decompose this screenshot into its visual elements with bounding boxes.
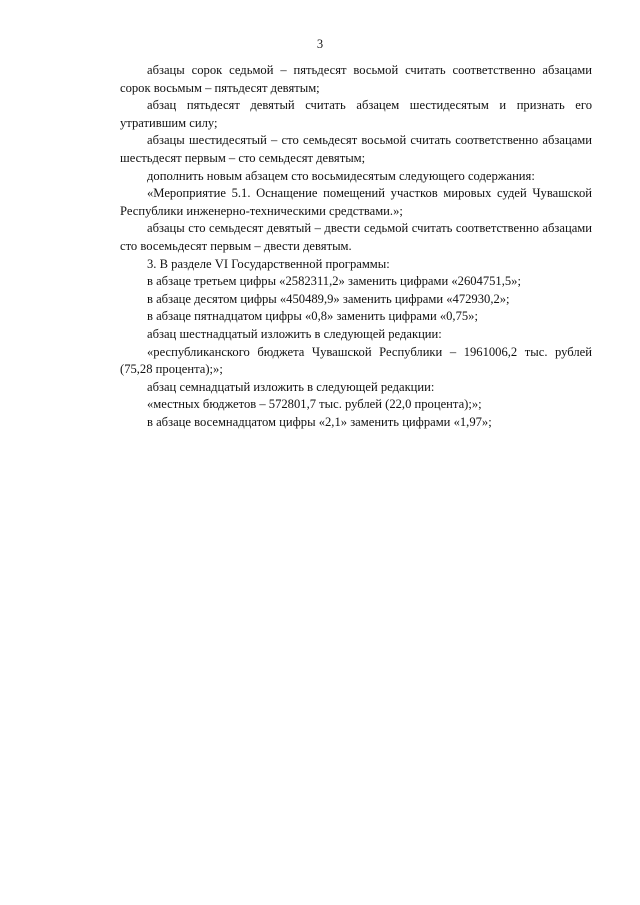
document-body	[120, 62, 592, 431]
paragraph-4: дополнить новым абзацем сто восьмидесятым следующего содержания:	[147, 168, 535, 183]
paragraph-11: абзац шестнадцатый изложить в следующей редакции:	[147, 326, 442, 341]
paragraph-15: в абзаце восемнадцатом цифры «2,1» заменить цифрами «1,97»;	[147, 414, 492, 429]
paragraph-1: абзацы сорок седьмой – пятьдесят восьмой считать соответственно абзацами сорок восьмым – пятьдесят девятым;	[120, 63, 592, 95]
page-number: 3	[316, 37, 324, 51]
paragraph-3: абзацы шестидесятый – сто семьдесят восьмой считать соответственно абзацами шестьдесят первым – сто семьдесят девятым;	[120, 133, 592, 165]
paragraph-6: абзацы сто семьдесят девятый – двести седьмой считать соответственно абзацами сто восемьдесят первым – двести девятым.	[120, 221, 592, 253]
paragraph-5: «Мероприятие 5.1. Оснащение помещений участков мировых судей Чувашской Республики инженерно-техническими средствами.»;	[120, 186, 592, 218]
paragraph-14: «местных бюджетов – 572801,7 тыс. рублей (22,0 процента);»;	[147, 397, 482, 412]
paragraph-12: «республиканского бюджета Чувашской Республики – 1961006,2 тыс. рублей (75,28 процента);»;	[120, 344, 592, 377]
paragraph-9: в абзаце десятом цифры «450489,9» заменить цифрами «472930,2»;	[147, 291, 510, 306]
section-heading: 3. В разделе VI Государственной программы:	[147, 256, 390, 271]
paragraph-10: в абзаце пятнадцатом цифры «0,8» заменить цифрами «0,75»;	[147, 309, 478, 324]
paragraph-8: в абзаце третьем цифры «2582311,2» заменить цифрами «2604751,5»;	[147, 274, 521, 289]
paragraph-13: абзац семнадцатый изложить в следующей редакции:	[147, 379, 435, 394]
paragraph-2: абзац пятьдесят девятый считать абзацем шестидесятым и признать его утратившим силу;	[120, 98, 592, 130]
